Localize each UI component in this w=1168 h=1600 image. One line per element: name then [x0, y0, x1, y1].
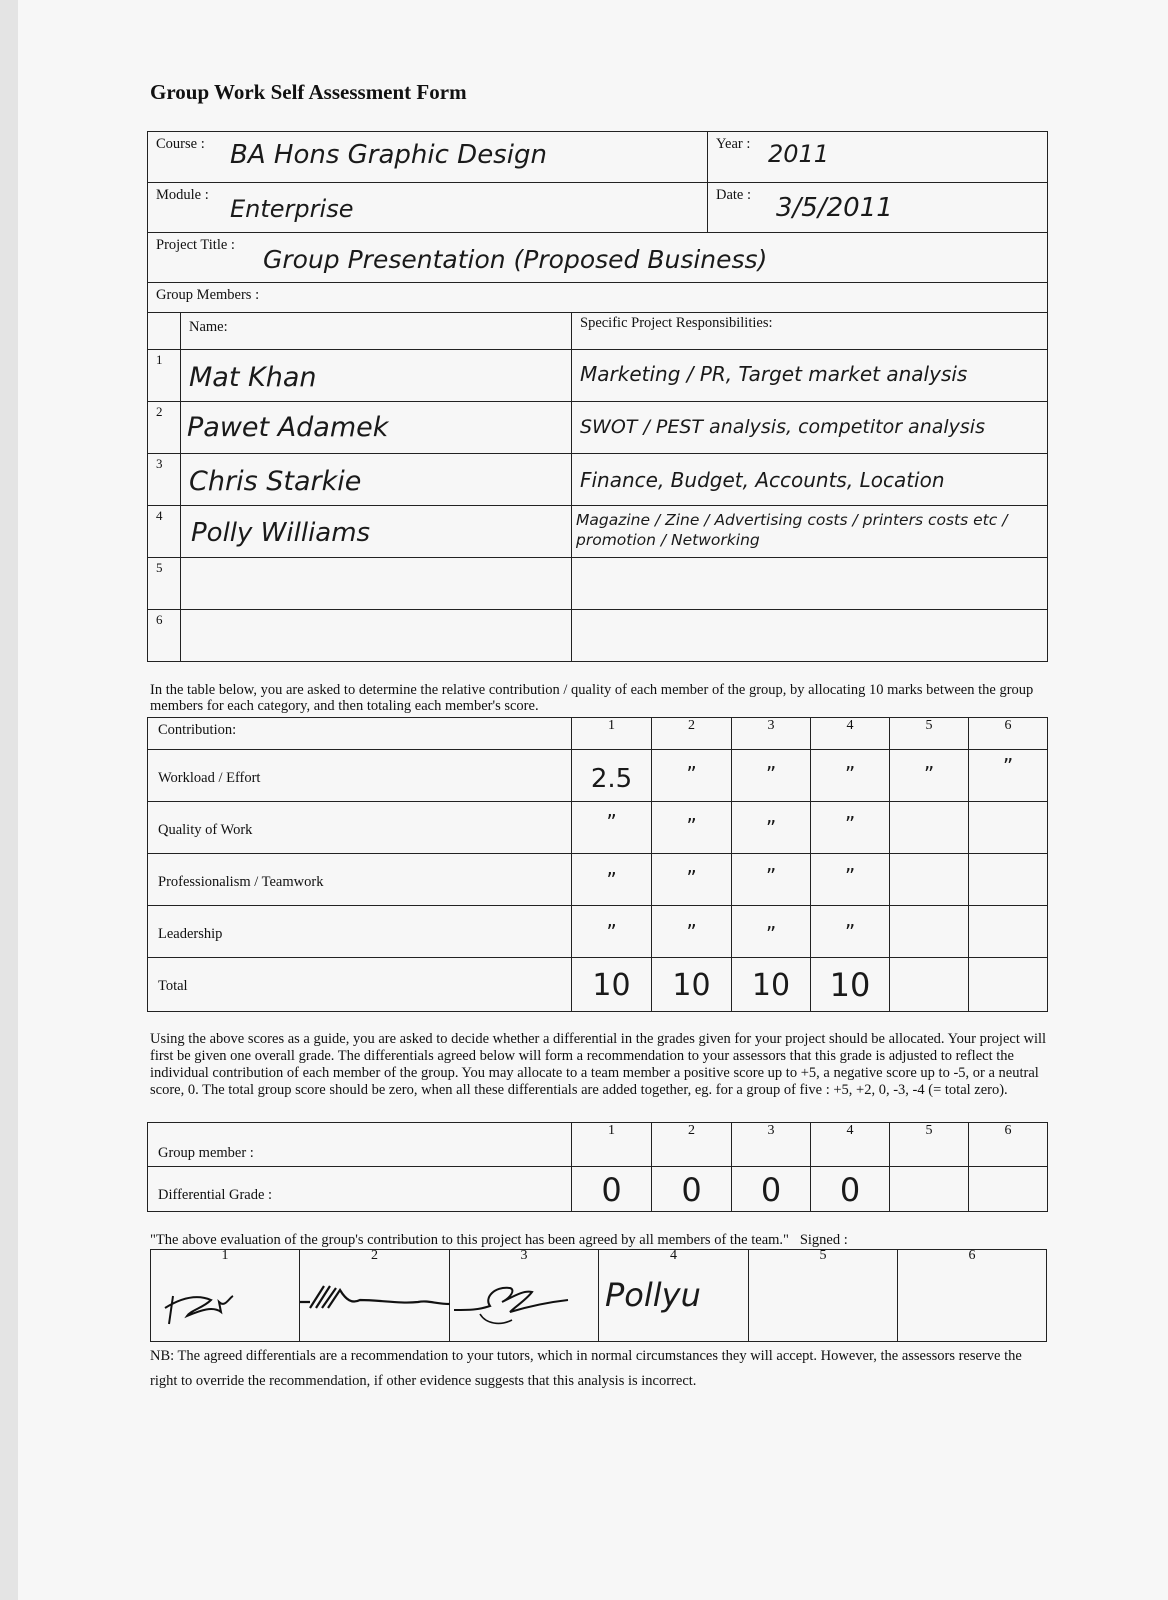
project-title-value: Group Presentation (Proposed Business): [263, 245, 768, 274]
form-title: Group Work Self Assessment Form: [150, 80, 467, 104]
course-value: BA Hons Graphic Design: [230, 140, 547, 170]
project-info-table: [147, 131, 1048, 313]
contribution-instructions: In the table below, you are asked to determine the relative contribution / quality of each member of the group, by allocating 10 marks between the group members for each category, and then totaling each member's score.: [150, 682, 1034, 714]
responsibilities-header: Specific Project Responsibilities:: [572, 313, 1048, 350]
member-responsibility: SWOT / PEST analysis, competitor analysis: [580, 416, 985, 438]
signature-6: 6: [898, 1250, 1047, 1342]
member-name: Chris Starkie: [189, 466, 362, 497]
differential-grade-row: Differential Grade : 0 0 0 0: [148, 1167, 1048, 1212]
year-label: Year :: [716, 136, 751, 152]
signature-1: 1: [151, 1250, 300, 1342]
signatures-table: [150, 1249, 1047, 1342]
date-value: 3/5/2011: [776, 193, 893, 223]
contribution-row: Leadership ” ” ” ”: [148, 906, 1048, 958]
member-responsibility: Magazine / Zine / Advertising costs / printers costs etc / promotion / Networking: [576, 511, 1008, 549]
contribution-row: Workload / Effort 2.5 ” ” ” ” ”: [148, 750, 1048, 802]
member-name: Mat Khan: [189, 362, 317, 393]
signature-2: 2: [300, 1250, 450, 1342]
course-cell: [148, 132, 708, 183]
signature-2-scribble: [300, 1250, 450, 1342]
name-header: Name:: [181, 313, 572, 350]
member-name: Pawet Adamek: [187, 412, 389, 443]
signature-5: 5: [749, 1250, 898, 1342]
members-table: [147, 312, 1048, 662]
contribution-total-row: Total 10 10 10 10: [148, 958, 1048, 1012]
member-row: 6: [148, 610, 1048, 662]
group-members-label: Group Members :: [156, 287, 260, 303]
signature-1-scribble: [151, 1250, 300, 1342]
agreement-statement: "The above evaluation of the group's contribution to this project has been agreed by all members of the team." Signed :: [150, 1232, 848, 1248]
footer-note: NB: The agreed differentials are a recommendation to your tutors, which in normal circumstances they will accept. However, the assessors reserve the right to override the recommendation, if other evidence suggests that this analysis is incorrect.: [150, 1348, 1022, 1389]
contribution-row: Professionalism / Teamwork ” ” ” ”: [148, 854, 1048, 906]
project-title-cell: [148, 233, 1048, 283]
year-value: 2011: [768, 140, 830, 168]
contribution-table: Contribution: 1 2 3 4 5 6 Workload / Effort 2.5 ” ” ” ” ” Quality of Work ” ” ” ” Professionalism / Teamwork ” ” ” ” Leadership ” ” ” ” Total 10 10 10 10: [147, 717, 1048, 1012]
member-row: 3 Chris Starkie Finance, Budget, Accounts, Location: [148, 454, 1048, 506]
differential-instructions: Using the above scores as a guide, you are asked to decide whether a differential in the grades given for your project should be allocated. Your project will first be given one overall grade. The differentials agreed below will form a recommendation to your assessors that this grade is adjusted to reflect the individual contribution of each member of the group. You may allocate to a team member a positive score up to +5, a negative score up to -5, or a neutral score, 0. The total group score should be zero, when all these differentials are added together, eg. for a group of five : +5, +2, 0, -3, -4 (= total zero).: [150, 1031, 1047, 1098]
differential-table: Group member : 1 2 3 4 5 6 Differential Grade : 0 0 0 0: [147, 1122, 1048, 1212]
member-row: 2 Pawet Adamek SWOT / PEST analysis, competitor analysis: [148, 402, 1048, 454]
year-cell: [708, 132, 1048, 183]
course-label: Course :: [156, 136, 205, 152]
member-responsibility: Finance, Budget, Accounts, Location: [580, 468, 945, 492]
module-value: Enterprise: [230, 195, 354, 223]
module-cell: [148, 183, 708, 233]
group-members-cell: [148, 283, 1048, 313]
signature-3-scribble: [450, 1250, 599, 1342]
date-cell: [708, 183, 1048, 233]
member-row: 5: [148, 558, 1048, 610]
member-row: 1 Mat Khan Marketing / PR, Target market analysis: [148, 350, 1048, 402]
signature-3: 3: [450, 1250, 599, 1342]
module-label: Module :: [156, 187, 209, 203]
contribution-row: Quality of Work ” ” ” ”: [148, 802, 1048, 854]
member-row: 4 Polly Williams Magazine / Zine / Advertising costs / printers costs etc / promotion / Networking: [148, 506, 1048, 558]
member-name: Polly Williams: [191, 518, 371, 548]
date-label: Date :: [716, 187, 752, 203]
member-responsibility: Marketing / PR, Target market analysis: [580, 362, 968, 386]
scan-edge: [0, 0, 18, 1600]
signature-4: 4 Pollyu: [599, 1250, 749, 1342]
signature-4-text: Pollyu: [605, 1276, 701, 1314]
project-title-label: Project Title :: [156, 237, 235, 253]
